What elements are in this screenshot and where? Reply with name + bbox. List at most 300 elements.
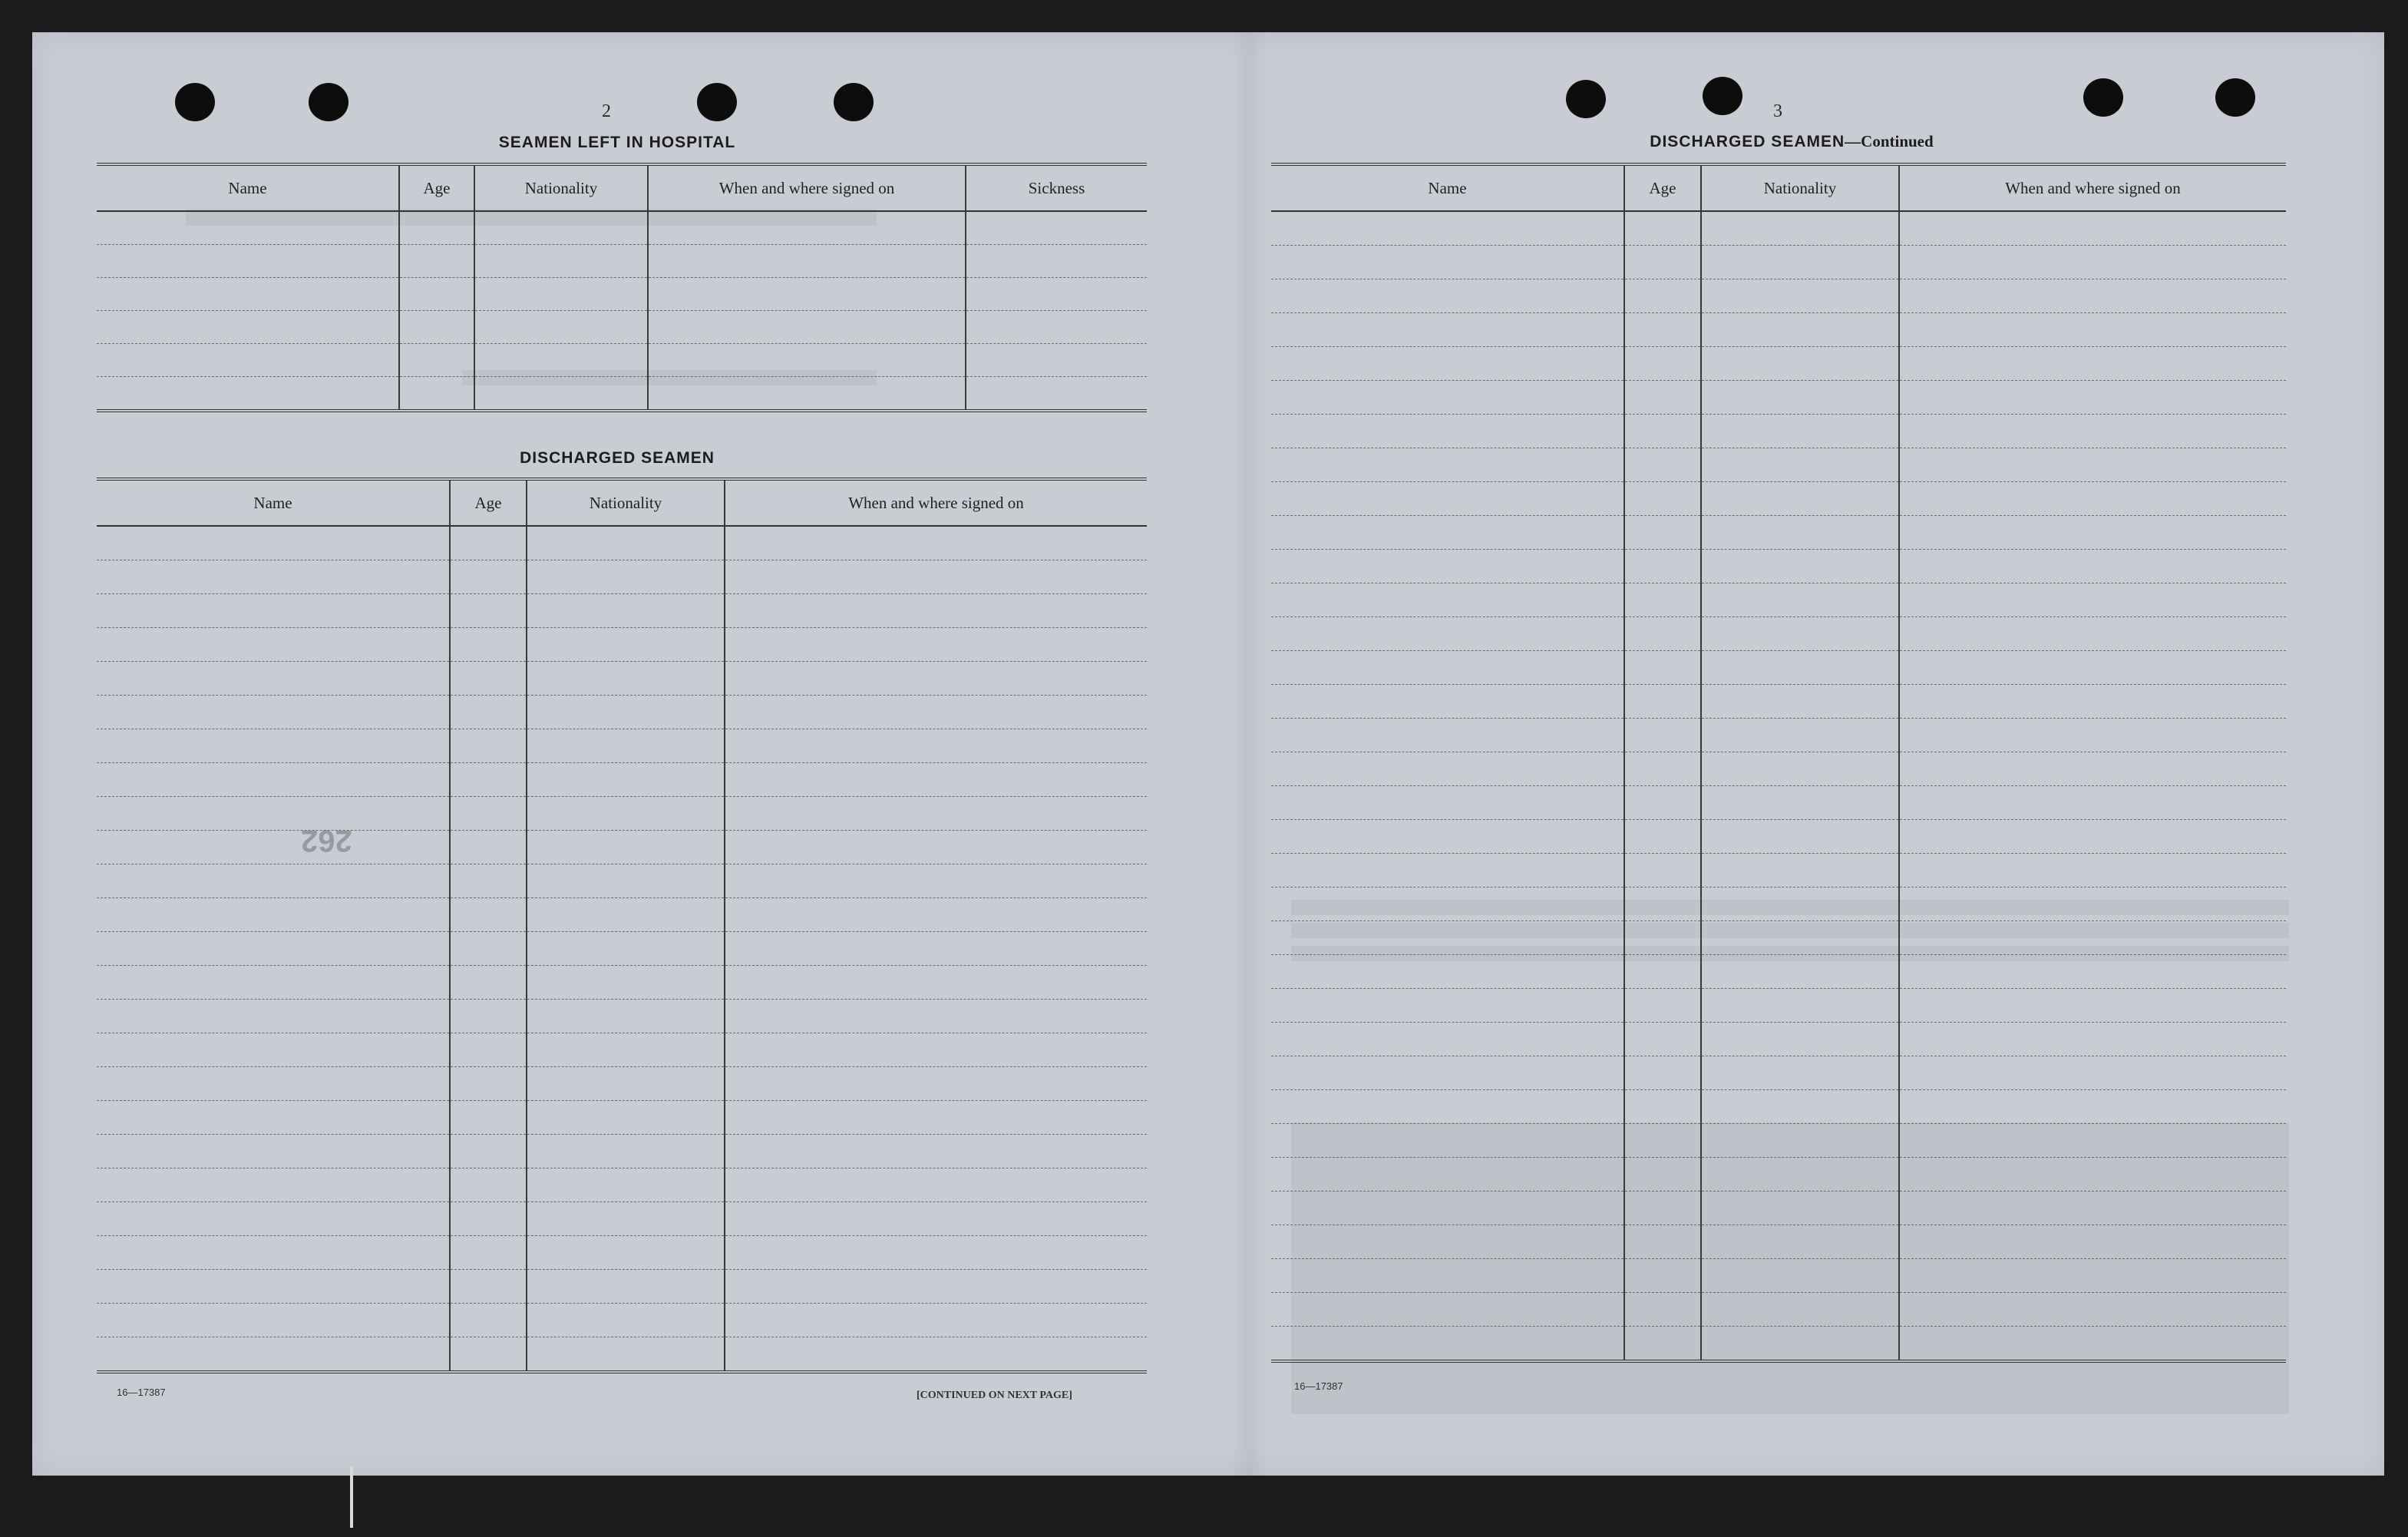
column-header-name: Name <box>97 164 399 211</box>
table-row <box>97 763 1147 797</box>
table-cell <box>1899 516 2286 550</box>
table-cell <box>1624 482 1701 516</box>
table-cell <box>1899 1056 2286 1090</box>
table-cell <box>1899 1023 2286 1056</box>
table-cell <box>725 1236 1147 1270</box>
table-cell <box>1701 550 1899 583</box>
title-continued: —Continued <box>1845 132 1934 150</box>
table-cell <box>1624 211 1701 246</box>
page-number-left: 2 <box>602 101 611 121</box>
table-cell <box>648 278 966 311</box>
seamen-left-in-hospital-table <box>97 163 1147 412</box>
table-row <box>1271 1124 2286 1158</box>
table-cell <box>399 278 474 311</box>
table-row <box>1271 211 2286 246</box>
table-cell <box>1899 1192 2286 1225</box>
table-cell <box>450 1135 527 1168</box>
table-cell <box>450 696 527 729</box>
table-cell <box>97 831 450 864</box>
table-cell <box>1899 347 2286 381</box>
table-cell <box>1624 1225 1701 1259</box>
table-cell <box>725 560 1147 594</box>
table-cell <box>527 763 725 797</box>
table-row <box>1271 1225 2286 1259</box>
table-cell <box>1271 719 1624 752</box>
table-cell <box>1271 820 1624 854</box>
table-cell <box>1271 279 1624 313</box>
table-cell <box>527 696 725 729</box>
table-cell <box>1899 617 2286 651</box>
table-cell <box>1271 516 1624 550</box>
title-main: DISCHARGED SEAMEN <box>1650 133 1845 150</box>
table-row <box>1271 685 2286 719</box>
table-cell <box>97 1337 450 1373</box>
table-row <box>1271 279 2286 313</box>
table-cell <box>1624 752 1701 786</box>
table-cell <box>966 278 1147 311</box>
table-cell <box>527 1337 725 1373</box>
table-cell <box>399 245 474 278</box>
table-cell <box>1624 415 1701 448</box>
discharged-continued-title <box>1270 132 2314 151</box>
table-cell <box>1899 786 2286 820</box>
table-cell <box>450 594 527 628</box>
table-cell <box>450 729 527 763</box>
table-cell <box>97 560 450 594</box>
table-cell <box>1701 1056 1899 1090</box>
table-cell <box>725 628 1147 662</box>
table-cell <box>1271 1056 1624 1090</box>
table-cell <box>1701 752 1899 786</box>
table-cell <box>1624 246 1701 279</box>
table-cell <box>1701 482 1899 516</box>
table-cell <box>97 966 450 1000</box>
table-cell <box>1271 347 1624 381</box>
table-cell <box>1271 246 1624 279</box>
table-cell <box>1271 1023 1624 1056</box>
table-cell <box>1701 651 1899 685</box>
table-cell <box>1701 1124 1899 1158</box>
table-cell <box>1271 685 1624 719</box>
table-cell <box>527 729 725 763</box>
table-cell <box>966 245 1147 278</box>
punch-hole <box>175 83 215 121</box>
punch-hole <box>697 83 737 121</box>
table-cell <box>527 1000 725 1033</box>
table-row <box>1271 246 2286 279</box>
table-cell <box>1701 955 1899 989</box>
table-cell <box>725 696 1147 729</box>
table-row <box>1271 1327 2286 1362</box>
table-cell <box>1624 887 1701 921</box>
table-cell <box>97 898 450 932</box>
table-cell <box>97 729 450 763</box>
bleed-through-stamp: 262 <box>301 824 352 858</box>
table-row <box>97 1202 1147 1236</box>
table-cell <box>527 662 725 696</box>
table-cell <box>1624 1327 1701 1362</box>
film-edge-mark <box>350 1466 353 1528</box>
table-cell <box>1701 1225 1899 1259</box>
column-header-nationality: Nationality <box>527 479 725 526</box>
table-cell <box>97 278 399 311</box>
table-cell <box>1899 448 2286 482</box>
table-cell <box>97 696 450 729</box>
table-row <box>97 1000 1147 1033</box>
table-cell <box>1624 550 1701 583</box>
table-row <box>1271 381 2286 415</box>
table-cell <box>399 377 474 412</box>
table-cell <box>725 864 1147 898</box>
table-cell <box>725 966 1147 1000</box>
table-cell <box>1271 381 1624 415</box>
table-row <box>97 344 1147 377</box>
table-cell <box>1271 550 1624 583</box>
table-cell <box>1271 887 1624 921</box>
table-cell <box>1624 1158 1701 1192</box>
table-cell <box>450 662 527 696</box>
table-cell <box>1624 347 1701 381</box>
table-row <box>97 1236 1147 1270</box>
table-row <box>97 1067 1147 1101</box>
table-cell <box>1271 921 1624 955</box>
table-cell <box>1271 448 1624 482</box>
table-row <box>97 898 1147 932</box>
table-cell <box>1899 279 2286 313</box>
table-cell <box>527 1236 725 1270</box>
table-row <box>1271 482 2286 516</box>
table-row <box>97 628 1147 662</box>
table-cell <box>1271 1192 1624 1225</box>
table-cell <box>399 211 474 245</box>
table-row <box>1271 752 2286 786</box>
table-cell <box>725 1202 1147 1236</box>
table-row <box>1271 1158 2286 1192</box>
table-cell <box>527 797 725 831</box>
table-cell <box>1701 583 1899 617</box>
page-number-right: 3 <box>1773 101 1782 121</box>
table-row <box>97 311 1147 344</box>
table-cell <box>725 831 1147 864</box>
table-cell <box>97 763 450 797</box>
table-row <box>1271 887 2286 921</box>
table-cell <box>450 797 527 831</box>
table-cell <box>97 377 399 412</box>
table-cell <box>97 864 450 898</box>
table-cell <box>1624 854 1701 887</box>
table-cell <box>1271 617 1624 651</box>
punch-hole <box>309 83 348 121</box>
table-row <box>1271 1192 2286 1225</box>
table-cell <box>1624 448 1701 482</box>
table-cell <box>450 628 527 662</box>
table-cell <box>1701 313 1899 347</box>
table-cell <box>1271 752 1624 786</box>
column-header-sickness: Sickness <box>966 164 1147 211</box>
table-cell <box>725 763 1147 797</box>
table-cell <box>474 278 648 311</box>
table-cell <box>527 932 725 966</box>
table-cell <box>97 932 450 966</box>
table-cell <box>1271 1327 1624 1362</box>
table-row <box>1271 820 2286 854</box>
table-cell <box>97 1236 450 1270</box>
punch-hole <box>2215 78 2255 117</box>
table-cell <box>527 1270 725 1304</box>
table-cell <box>1899 246 2286 279</box>
table-cell <box>97 311 399 344</box>
table-row <box>97 831 1147 864</box>
discharged-seamen-continued-table <box>1271 163 2286 1363</box>
table-cell <box>1701 1327 1899 1362</box>
table-cell <box>725 1168 1147 1202</box>
table-cell <box>1899 1158 2286 1192</box>
table-cell <box>725 662 1147 696</box>
document-sheet <box>32 32 2384 1476</box>
table-row <box>97 1101 1147 1135</box>
table-cell <box>97 1067 450 1101</box>
table-cell <box>1624 1293 1701 1327</box>
table-cell <box>97 1270 450 1304</box>
column-header-signed-on: When and where signed on <box>1899 164 2286 211</box>
table-cell <box>474 311 648 344</box>
table-cell <box>1271 583 1624 617</box>
table-cell <box>1701 516 1899 550</box>
table-cell <box>1624 786 1701 820</box>
table-cell <box>1271 651 1624 685</box>
table-cell <box>725 1270 1147 1304</box>
table-row <box>97 696 1147 729</box>
table-cell <box>1701 415 1899 448</box>
table-cell <box>1624 989 1701 1023</box>
table-cell <box>725 1000 1147 1033</box>
table-cell <box>450 831 527 864</box>
table-cell <box>1271 1090 1624 1124</box>
table-cell <box>97 211 399 245</box>
column-header-name: Name <box>1271 164 1624 211</box>
table-row <box>97 377 1147 412</box>
table-cell <box>97 628 450 662</box>
table-cell <box>1899 921 2286 955</box>
table-cell <box>1624 955 1701 989</box>
table-cell <box>527 1304 725 1337</box>
table-cell <box>1701 1090 1899 1124</box>
form-number-left: 16—17387 <box>117 1387 166 1398</box>
table-cell <box>1899 583 2286 617</box>
table-cell <box>399 311 474 344</box>
column-header-signed-on: When and where signed on <box>648 164 966 211</box>
table-cell <box>1701 989 1899 1023</box>
table-row <box>97 1304 1147 1337</box>
table-cell <box>450 1067 527 1101</box>
table-cell <box>1701 1023 1899 1056</box>
table-row <box>1271 1259 2286 1293</box>
table-cell <box>399 344 474 377</box>
table-row <box>1271 989 2286 1023</box>
table-row <box>97 1135 1147 1168</box>
table-row <box>97 1270 1147 1304</box>
table-cell <box>1624 921 1701 955</box>
table-cell <box>1701 1158 1899 1192</box>
column-header-age: Age <box>1624 164 1701 211</box>
table-cell <box>1624 820 1701 854</box>
table-cell <box>725 1337 1147 1373</box>
table-row <box>97 278 1147 311</box>
table-row <box>97 1033 1147 1067</box>
table-cell <box>1701 347 1899 381</box>
table-cell <box>527 864 725 898</box>
table-cell <box>725 594 1147 628</box>
table-cell <box>1899 1090 2286 1124</box>
table-header-row <box>97 164 1147 211</box>
table-cell <box>725 1033 1147 1067</box>
table-cell <box>97 1000 450 1033</box>
table-cell <box>1271 1225 1624 1259</box>
table-cell <box>527 1033 725 1067</box>
table-cell <box>474 377 648 412</box>
table-cell <box>97 594 450 628</box>
table-cell <box>97 1135 450 1168</box>
table-cell <box>450 1304 527 1337</box>
table-cell <box>1271 854 1624 887</box>
table-cell <box>1624 1259 1701 1293</box>
table-row <box>1271 1090 2286 1124</box>
table-cell <box>1271 211 1624 246</box>
table-cell <box>725 729 1147 763</box>
table-cell <box>527 1135 725 1168</box>
table-cell <box>1899 887 2286 921</box>
table-row <box>1271 313 2286 347</box>
table-cell <box>1271 313 1624 347</box>
table-cell <box>1271 415 1624 448</box>
table-row <box>1271 448 2286 482</box>
continued-note: [CONTINUED ON NEXT PAGE] <box>917 1390 1072 1401</box>
table-cell <box>97 1304 450 1337</box>
table-cell <box>1271 1124 1624 1158</box>
table-cell <box>1624 313 1701 347</box>
table-header-row <box>97 479 1147 526</box>
table-cell <box>648 377 966 412</box>
table-row <box>1271 415 2286 448</box>
table-cell <box>966 377 1147 412</box>
table-cell <box>97 662 450 696</box>
table-cell <box>450 966 527 1000</box>
hospital-table-title: SEAMEN LEFT IN HOSPITAL <box>498 134 736 151</box>
table-row <box>1271 651 2286 685</box>
table-cell <box>966 344 1147 377</box>
table-cell <box>527 526 725 560</box>
table-cell <box>1624 617 1701 651</box>
punch-hole <box>1566 80 1606 118</box>
table-cell <box>527 1067 725 1101</box>
table-row <box>1271 786 2286 820</box>
table-row <box>97 211 1147 245</box>
table-cell <box>527 628 725 662</box>
column-header-nationality: Nationality <box>1701 164 1899 211</box>
table-cell <box>1899 1124 2286 1158</box>
table-cell <box>450 1337 527 1373</box>
page-fold <box>1230 32 1268 1476</box>
punch-hole <box>2083 78 2123 117</box>
table-cell <box>648 245 966 278</box>
column-header-signed-on: When and where signed on <box>725 479 1147 526</box>
table-row <box>1271 550 2286 583</box>
table-cell <box>1701 820 1899 854</box>
table-cell <box>1899 1327 2286 1362</box>
table-cell <box>1899 820 2286 854</box>
table-cell <box>450 864 527 898</box>
table-cell <box>1899 752 2286 786</box>
table-cell <box>1899 415 2286 448</box>
table-cell <box>1701 617 1899 651</box>
table-row <box>97 932 1147 966</box>
table-cell <box>1271 989 1624 1023</box>
table-cell <box>97 245 399 278</box>
table-cell <box>1701 786 1899 820</box>
punch-hole <box>1703 77 1742 115</box>
table-cell <box>966 211 1147 245</box>
table-cell <box>1701 381 1899 415</box>
table-row <box>1271 1056 2286 1090</box>
table-row <box>1271 1293 2286 1327</box>
table-cell <box>1271 1259 1624 1293</box>
table-cell <box>450 1202 527 1236</box>
table-row <box>97 1168 1147 1202</box>
column-header-age: Age <box>399 164 474 211</box>
table-cell <box>527 1101 725 1135</box>
table-cell <box>1701 854 1899 887</box>
table-row <box>1271 516 2286 550</box>
table-cell <box>1701 685 1899 719</box>
table-row <box>97 797 1147 831</box>
table-row <box>1271 955 2286 989</box>
column-header-age: Age <box>450 479 527 526</box>
table-header-row <box>1271 164 2286 211</box>
table-cell <box>1624 685 1701 719</box>
table-cell <box>1271 955 1624 989</box>
table-cell <box>527 966 725 1000</box>
table-cell <box>1701 279 1899 313</box>
table-cell <box>1624 279 1701 313</box>
table-cell <box>1624 1124 1701 1158</box>
table-cell <box>1701 246 1899 279</box>
table-cell <box>1899 482 2286 516</box>
table-cell <box>1701 1293 1899 1327</box>
table-cell <box>725 797 1147 831</box>
table-cell <box>1899 1259 2286 1293</box>
table-cell <box>474 211 648 245</box>
table-cell <box>527 898 725 932</box>
table-cell <box>450 1236 527 1270</box>
table-cell <box>1624 719 1701 752</box>
table-row <box>1271 1023 2286 1056</box>
table-row <box>97 662 1147 696</box>
table-cell <box>450 763 527 797</box>
column-header-nationality: Nationality <box>474 164 648 211</box>
form-number-right: 16—17387 <box>1294 1380 1343 1392</box>
table-cell <box>1271 482 1624 516</box>
table-cell <box>450 560 527 594</box>
table-cell <box>527 594 725 628</box>
table-cell <box>1899 719 2286 752</box>
table-cell <box>527 1202 725 1236</box>
table-row <box>97 526 1147 560</box>
table-cell <box>1899 381 2286 415</box>
table-cell <box>1701 719 1899 752</box>
table-cell <box>1899 313 2286 347</box>
table-cell <box>97 344 399 377</box>
table-cell <box>450 1000 527 1033</box>
